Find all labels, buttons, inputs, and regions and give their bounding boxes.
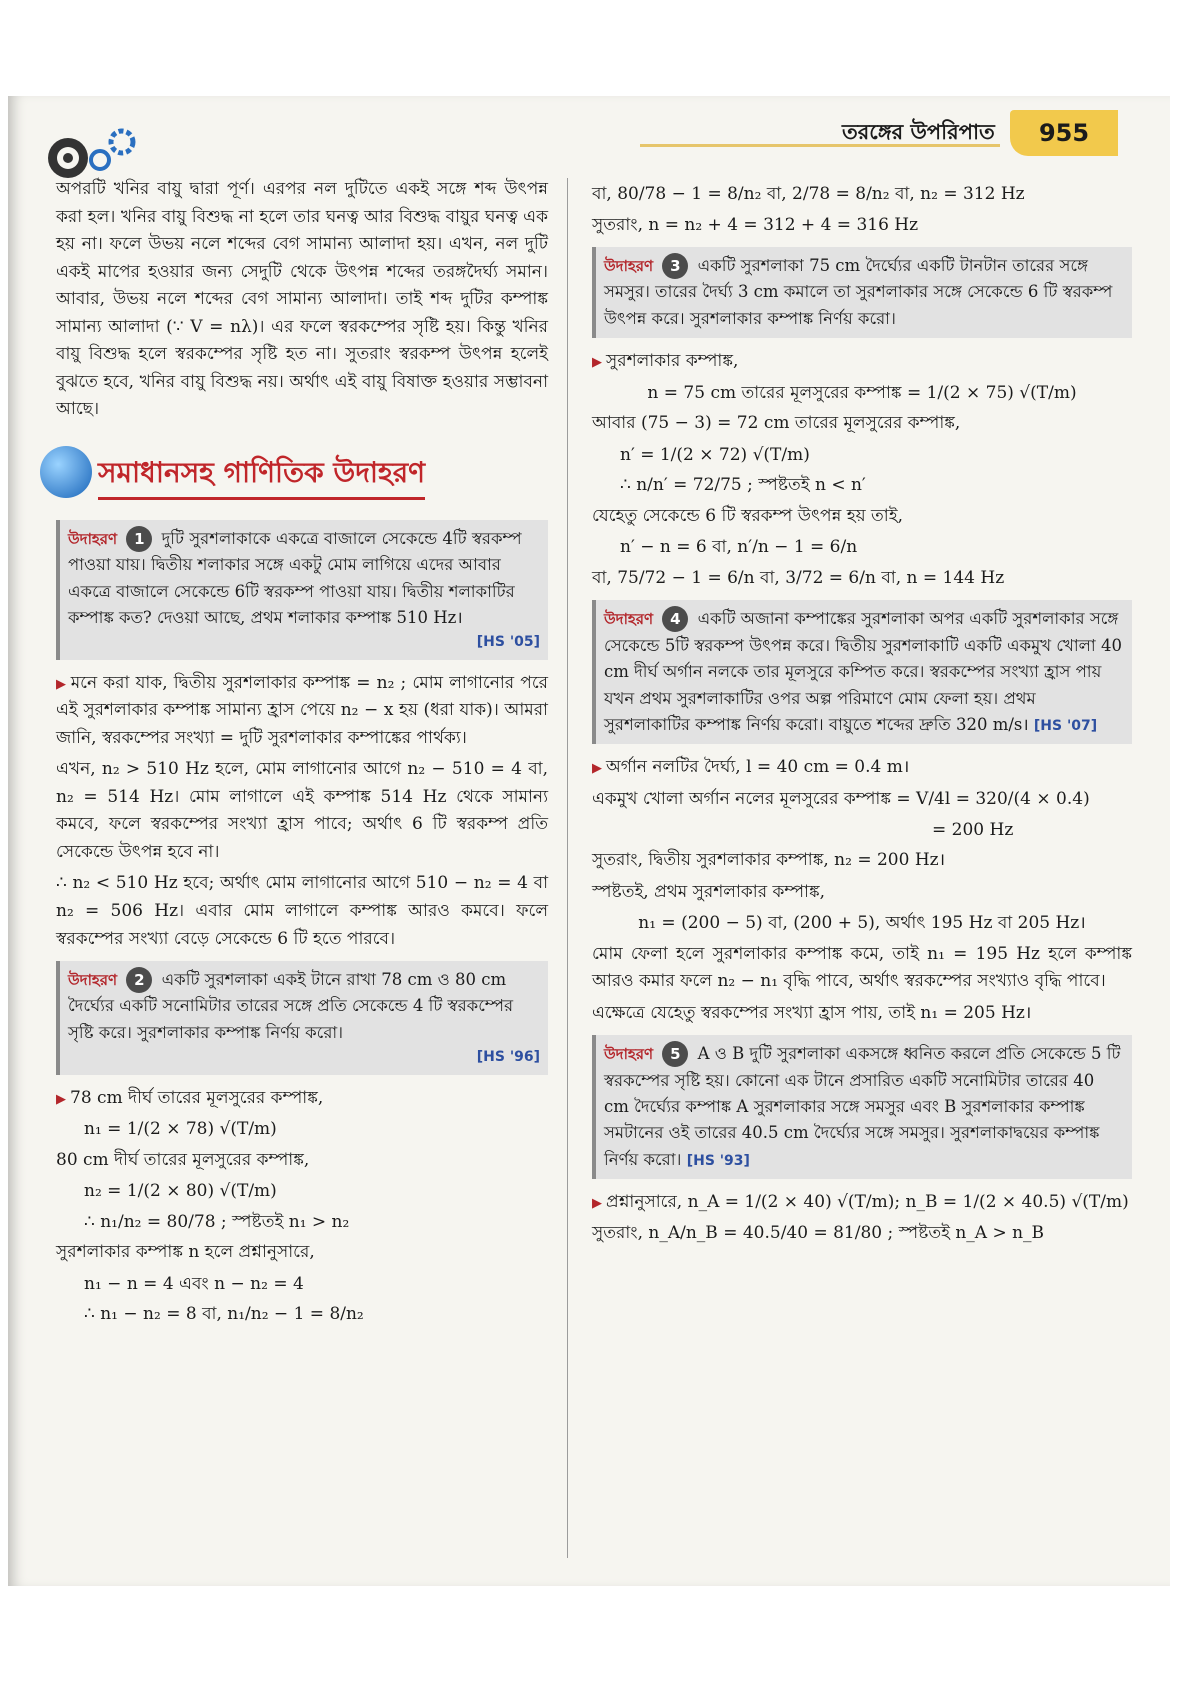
- example-4-line-2: সুতরাং, দ্বিতীয় সুরশলাকার কম্পাঙ্ক, n₂ = 200 Hz।: [592, 850, 946, 871]
- intro-paragraph: অপরটি খনির বায়ু দ্বারা পূর্ণ। এরপর নল দুটিতে একই সঙ্গে শব্দ উৎপন্ন করা হল। খনির বায়ু বিশুদ্ধ না হলে তার ঘনত্ব আর বিশুদ্ধ বায়ুর ঘনত্ব এক হয় না। ফলে উভয় নলে শব্দের বেগ সামান্য আলাদা হয়। এখন, নল দুটি একই মাপের হওয়ার জন্য সেদুটি থেকে উৎপন্ন শব্দের তরঙ্গদৈর্ঘ্য সমান। আবার, উভয় নলে শব্দের বেগ সামান্য আলাদা। তাই শব্দ দুটির কম্পাঙ্ক সামান্য আলাদা (∵ V = nλ)। এর ফলে স্বরকম্পের সৃষ্টি হয়। কিন্তু খনির বায়ু বিশুদ্ধ হলে স্বরকম্পের সৃষ্টি হত না। সুতরাং স্বরকম্প উৎপন্ন হলেই বুঝতে হবে, খনির বায়ু বিশুদ্ধ নয়। অর্থাৎ এই বায়ু বিষাক্ত হওয়ার সম্ভাবনা আছে।: [56, 179, 549, 420]
- example-label: উদাহরণ: [68, 971, 118, 990]
- equation: ∴ n/n′ = 72/75 ; স্পষ্টতই n < n′: [620, 475, 866, 496]
- solution-text: সুরশলাকার কম্পাঙ্ক,: [606, 351, 739, 372]
- equation: [592, 1189, 1132, 1217]
- solution-text: অর্গান নলটির দৈর্ঘ্য, l = 40 cm = 0.4 m।: [606, 757, 910, 778]
- equation: বা, 75/72 − 1 = 6/n বা, 3/72 = 6/n বা, n = 144 Hz: [592, 567, 1005, 588]
- example-2-box: [56, 961, 548, 1075]
- arrow-icon: ▶: [56, 1091, 66, 1107]
- page-number: 955: [1010, 110, 1118, 156]
- example-2-line-2: 80 cm দীর্ঘ তারের মূলসুরের কম্পাঙ্ক,: [56, 1149, 310, 1170]
- arrow-icon: ▶: [592, 1196, 602, 1212]
- example-1-box: [56, 520, 548, 660]
- example-5-problem: A ও B দুটি সুরশলাকা একসঙ্গে ধ্বনিত করলে প্রতি সেকেন্ডে 5 টি স্বরকম্পের সৃষ্টি হয়। কোনো এক টানে প্রসারিত একটি সনোমিটার তারের 40 cm দৈর্ঘ্যের কম্পাঙ্ক A সুরশলাকার সঙ্গে সমসুর এবং B সুরশলাকার কম্পাঙ্ক সমটানের ওই তারের 40.5 cm দৈর্ঘ্যের সঙ্গে সমসুর। সুরশলাকাদ্বয়ের কম্পাঙ্ক নির্ণয় করো।: [604, 1044, 1121, 1169]
- example-1-solution-1: [56, 670, 548, 753]
- arrow-icon: ▶: [592, 355, 602, 371]
- equation: n = 75 cm তারের মূলসুরের কম্পাঙ্ক = 1/(2 × 75) √(T/m): [647, 382, 1077, 403]
- equation: একমুখ খোলা অর্গান নলের মূলসুরের কম্পাঙ্ক = V/4l = 320/(4 × 0.4): [592, 788, 1090, 809]
- example-3-problem: একটি সুরশলাকা 75 cm দৈর্ঘ্যের একটি টানটান তারের সঙ্গে সমসুর। তারের দৈর্ঘ্য 3 cm কমালে তা সুরশলাকার সঙ্গে সেকেন্ডে 6 টি স্বরকম্প উৎপন্ন করে। সুরশলাকার কম্পাঙ্ক নির্ণয় করো।: [604, 256, 1113, 328]
- arrow-icon: ▶: [56, 676, 67, 692]
- example-2-line-1: [56, 1085, 548, 1113]
- column-divider: [567, 178, 568, 1558]
- example-number: 1: [126, 526, 152, 552]
- section-heading: [56, 440, 548, 512]
- equation: = 200 Hz: [932, 819, 1014, 840]
- example-label: উদাহরণ: [68, 529, 118, 548]
- equation: সুতরাং, n_A/n_B = 40.5/40 = 81/80 ; স্পষ্টতই n_A > n_B: [592, 1222, 1045, 1243]
- example-1-problem: দুটি সুরশলাকাকে একত্রে বাজালে সেকেন্ডে 4টি স্বরকম্প পাওয়া যায়। দ্বিতীয় শলাকার সঙ্গে একটু মোম লাগিয়ে এদের আবার একত্রে বাজালে সেকেন্ডে 6টি স্বরকম্প পাওয়া যায়। দ্বিতীয় শলাকাটির কম্পাঙ্ক কত? দেওয়া আছে, প্রথম শলাকার কম্পাঙ্ক 510 Hz।: [68, 528, 522, 627]
- exam-tag: [HS '07]: [1033, 718, 1098, 735]
- equation: n₁ = 1/(2 × 78) √(T/m): [84, 1119, 277, 1140]
- example-number: 2: [126, 967, 152, 993]
- equation: বা, 80/78 − 1 = 8/n₂ বা, 2/78 = 8/n₂ বা, n₂ = 312 Hz: [592, 184, 1025, 204]
- example-1-solution-3: ∴ n₂ < 510 Hz হবে; অর্থাৎ মোম লাগানোর আগে 510 − n₂ = 4 বা n₂ = 506 Hz। এবার মোম লাগালে কম্পাঙ্ক আরও কমবে। ফলে স্বরকম্পের সংখ্যা বেড়ে সেকেন্ডে 6 টি হতে পারবে।: [56, 873, 548, 949]
- example-5-box: [592, 1035, 1132, 1179]
- example-4-problem: একটি অজানা কম্পাঙ্কের সুরশলাকা অপর একটি সুরশলাকার সঙ্গে সেকেন্ডে 5টি স্বরকম্প উৎপন্ন করে। দ্বিতীয় সুরশলাকাটি একটি একমুখ খোলা 40 cm দীর্ঘ অর্গান নলকে তার মূলসুরে কম্পিত করে। স্বরকম্পের সংখ্যা হ্রাস পায় যখন প্রথম সুরশলাকাটির ওপর অল্প পরিমাণে মোম ফেলা হয়। প্রথম সুরশলাকাটির কম্পাঙ্ক নির্ণয় করো। বায়ুতে শব্দের দ্রুতি 320 m/s।: [604, 609, 1122, 735]
- solution-text: 78 cm দীর্ঘ তারের মূলসুরের কম্পাঙ্ক,: [70, 1087, 324, 1108]
- equation: n₁ = (200 − 5) বা, (200 + 5), অর্থাৎ 195 Hz বা 205 Hz।: [638, 913, 1086, 934]
- example-3-line-1: [592, 348, 1132, 376]
- equation: ∴ n₁ − n₂ = 8 বা, n₁/n₂ − 1 = 8/n₂: [84, 1304, 364, 1325]
- example-1-solution-2: এখন, n₂ > 510 Hz হলে, মোম লাগানোর আগে n₂ − 510 = 4 বা, n₂ = 514 Hz। মোম লাগালে এই কম্পাঙ্ক 514 Hz থেকে সামান্য কমবে, ফলে স্বরকম্পের সংখ্যা হ্রাস পাবে; অর্থাৎ 6 টি স্বরকম্প প্রতি সেকেন্ডে উৎপন্ন হবে না।: [56, 759, 548, 862]
- example-label: উদাহরণ: [604, 257, 654, 276]
- example-4-box: [592, 600, 1132, 744]
- example-2-problem: একটি সুরশলাকা একই টানে রাখা 78 cm ও 80 cm দৈর্ঘ্যের একটি সনোমিটার তারের সঙ্গে প্রতি সেকেন্ডে 4 টি স্বরকম্পের সৃষ্টি করে। সুরশলাকার কম্পাঙ্ক নির্ণয় করো।: [68, 970, 514, 1042]
- chapter-title: তরঙ্গের উপরিপাত: [842, 119, 995, 144]
- bubble-icon: [40, 446, 92, 498]
- arrow-icon: ▶: [592, 761, 602, 777]
- example-4-line-1: [592, 754, 1132, 782]
- example-label: উদাহরণ: [604, 1045, 654, 1064]
- example-number: 4: [662, 606, 688, 632]
- exam-tag: [HS '05]: [476, 634, 540, 651]
- equation: n₁ − n = 4 এবং n − n₂ = 4: [84, 1273, 304, 1294]
- equation: n′ = 1/(2 × 72) √(T/m): [620, 444, 810, 465]
- result-line: সুতরাং, n = n₂ + 4 = 312 + 4 = 316 Hz: [592, 214, 919, 235]
- example-4-line-3: স্পষ্টতই, প্রথম সুরশলাকার কম্পাঙ্ক,: [592, 881, 826, 902]
- right-column: [592, 178, 1132, 1250]
- exam-tag: [HS '96]: [476, 1049, 540, 1066]
- example-4-line-4: মোম ফেলা হলে সুরশলাকার কম্পাঙ্ক কমে, তাই n₁ = 195 Hz হলে কম্পাঙ্ক আরও কমার ফলে n₂ − n₁ বৃদ্ধি পাবে, অর্থাৎ স্বরকম্পের সংখ্যাও বৃদ্ধি পাবে।: [592, 943, 1132, 992]
- example-4-line-5: এক্ষেত্রে যেহেতু স্বরকম্পের সংখ্যা হ্রাস পায়, তাই n₁ = 205 Hz।: [592, 1002, 1032, 1023]
- section-title: সমাধানসহ গাণিতিক উদাহরণ: [98, 450, 425, 500]
- example-3-line-2: আবার (75 − 3) = 72 cm তারের মূলসুরের কম্পাঙ্ক,: [592, 413, 961, 434]
- example-2-line-3: সুরশলাকার কম্পাঙ্ক n হলে প্রশ্নানুসারে,: [56, 1242, 315, 1263]
- example-number: 5: [662, 1041, 688, 1067]
- left-column: [56, 176, 548, 1332]
- solution-text: মনে করা যাক, দ্বিতীয় সুরশলাকার কম্পাঙ্ক = n₂ ; মোম লাগানোর পরে এই সুরশলাকার কম্পাঙ্ক সামান্য হ্রাস পেয়ে n₂ − x হয় (ধরা যাক)। আমরা জানি, স্বরকম্পের সংখ্যা = দুটি সুরশলাকার কম্পাঙ্কের পার্থক্য।: [56, 672, 549, 748]
- example-3-line-3: যেহেতু সেকেন্ডে 6 টি স্বরকম্প উৎপন্ন হয় তাই,: [592, 505, 903, 526]
- exam-tag: [HS '93]: [686, 1152, 750, 1169]
- equation-text: প্রশ্নানুসারে, n_A = 1/(2 × 40) √(T/m); n_B = 1/(2 × 40.5) √(T/m): [606, 1192, 1129, 1213]
- example-label: উদাহরণ: [604, 610, 654, 629]
- equation: ∴ n₁/n₂ = 80/78 ; স্পষ্টতই n₁ > n₂: [84, 1211, 350, 1232]
- equation: n′ − n = 6 বা, n′/n − 1 = 6/n: [620, 537, 858, 558]
- equation: n₂ = 1/(2 × 80) √(T/m): [84, 1181, 277, 1202]
- example-3-box: [592, 247, 1132, 338]
- example-number: 3: [662, 253, 688, 279]
